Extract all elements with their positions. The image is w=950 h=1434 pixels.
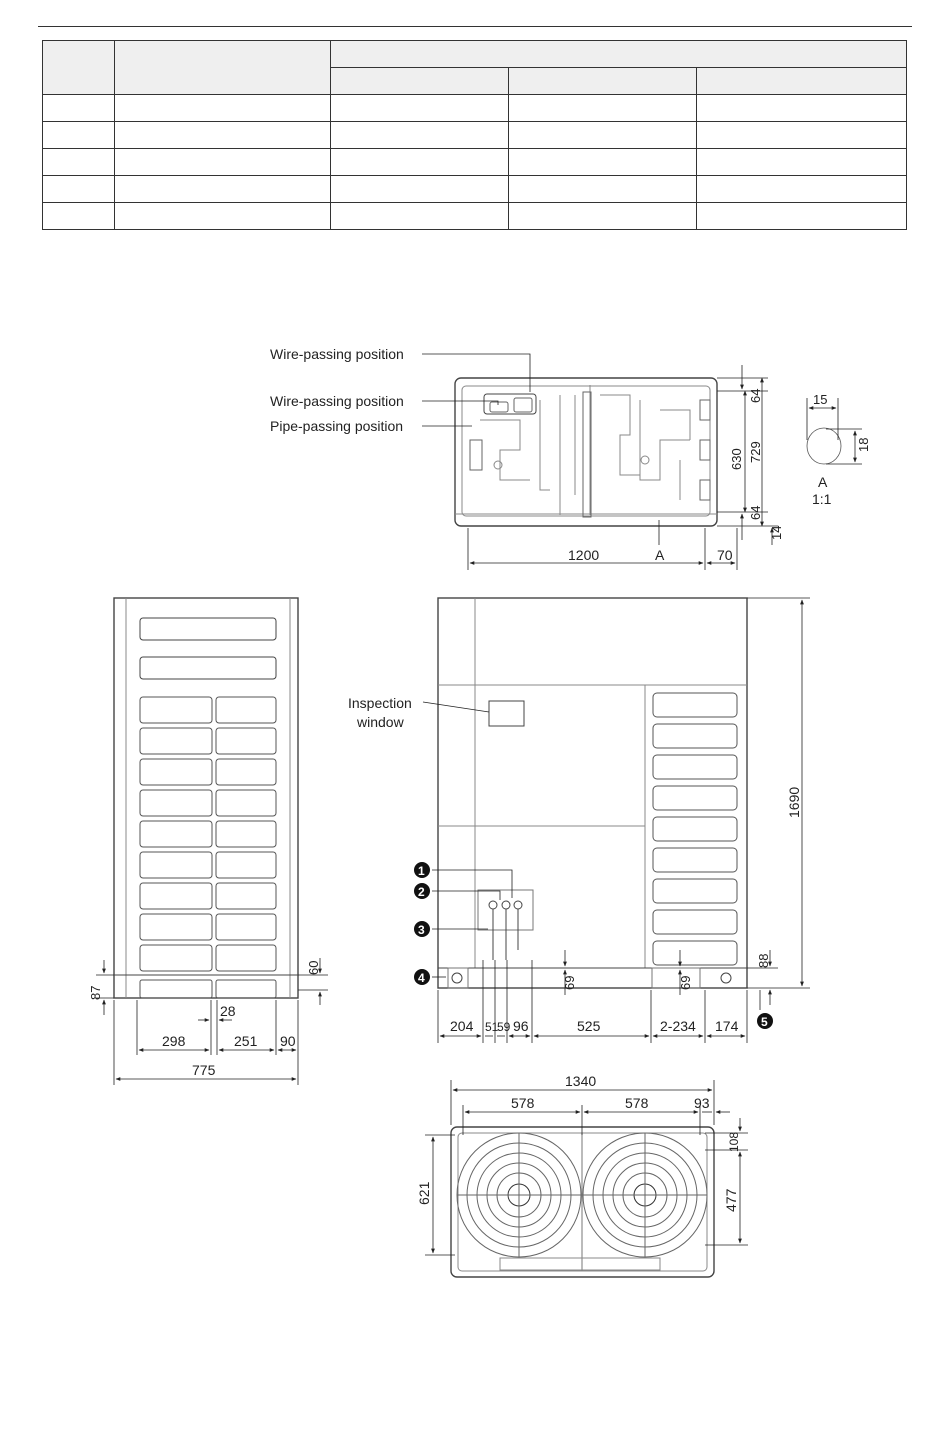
dim-69-left: 69 [562, 975, 577, 990]
callout-markers [414, 862, 773, 1029]
callout-5: 5 [761, 1015, 768, 1029]
top-view-outline [455, 378, 717, 526]
side-dim-298: 298 [162, 1033, 186, 1049]
dim-59: 59 [497, 1020, 511, 1034]
side-dim-87: 87 [88, 985, 103, 1000]
dim-204: 204 [450, 1018, 474, 1034]
side-dim-28: 28 [220, 1003, 236, 1019]
wire-passing-label-2: Wire-passing position [270, 393, 404, 409]
dim-630: 630 [729, 448, 744, 470]
dim-14: 14 [769, 525, 784, 540]
fan-dim-1340: 1340 [565, 1073, 597, 1089]
detail-scale: 1:1 [812, 491, 832, 507]
side-dim-251: 251 [234, 1033, 258, 1049]
side-louver [140, 657, 276, 679]
front-view-dimensions [438, 598, 810, 1043]
dim-2-234: 2-234 [660, 1018, 696, 1034]
dim-69-right: 69 [678, 975, 693, 990]
callout-2: 2 [418, 885, 425, 899]
callout-3: 3 [418, 923, 425, 937]
wire-passing-label-1: Wire-passing position [270, 346, 404, 362]
detail-dim-15: 15 [813, 392, 828, 407]
top-view-labels [422, 354, 530, 426]
inspection-window [489, 701, 524, 726]
dim-525: 525 [577, 1018, 601, 1034]
dim-a-ref: A [655, 547, 665, 563]
wire-passing-box [484, 394, 536, 414]
front-view [438, 598, 747, 988]
side-louver [140, 618, 276, 640]
side-view [114, 598, 298, 998]
inspection-label-line1: Inspection [348, 695, 412, 711]
detail-label: A [818, 474, 828, 490]
fan-dim-108: 108 [727, 1131, 741, 1152]
pipe-passing-label: Pipe-passing position [270, 418, 404, 434]
top-view [455, 378, 717, 526]
dim-70: 70 [717, 547, 733, 563]
side-dim-775: 775 [192, 1062, 216, 1078]
dim-174: 174 [715, 1018, 739, 1034]
side-view-outline [114, 598, 298, 998]
fan-dim-578-right: 578 [625, 1095, 649, 1111]
dim-1690: 1690 [786, 786, 802, 818]
detail-dim-18: 18 [856, 437, 871, 452]
fan-guard-left [457, 1133, 581, 1257]
callout-4: 4 [418, 971, 425, 985]
fan-view [451, 1127, 714, 1277]
fan-dim-477: 477 [723, 1188, 739, 1212]
fan-dim-621: 621 [416, 1181, 432, 1205]
dim-64-top: 64 [748, 388, 763, 403]
dim-88: 88 [756, 953, 771, 968]
callout-1: 1 [418, 864, 425, 878]
dim-64-bottom: 64 [748, 505, 763, 520]
dim-51: 51 [485, 1020, 499, 1034]
dim-1200: 1200 [568, 547, 600, 563]
detail-a [807, 398, 862, 464]
side-dim-90: 90 [280, 1033, 296, 1049]
side-dim-60: 60 [306, 960, 321, 975]
inspection-label-line2: window [357, 714, 404, 730]
fan-dim-578-left: 578 [511, 1095, 535, 1111]
fan-dim-93: 93 [694, 1095, 710, 1111]
dim-96: 96 [513, 1018, 529, 1034]
dim-729: 729 [748, 441, 763, 463]
fan-guard-right [583, 1133, 707, 1257]
